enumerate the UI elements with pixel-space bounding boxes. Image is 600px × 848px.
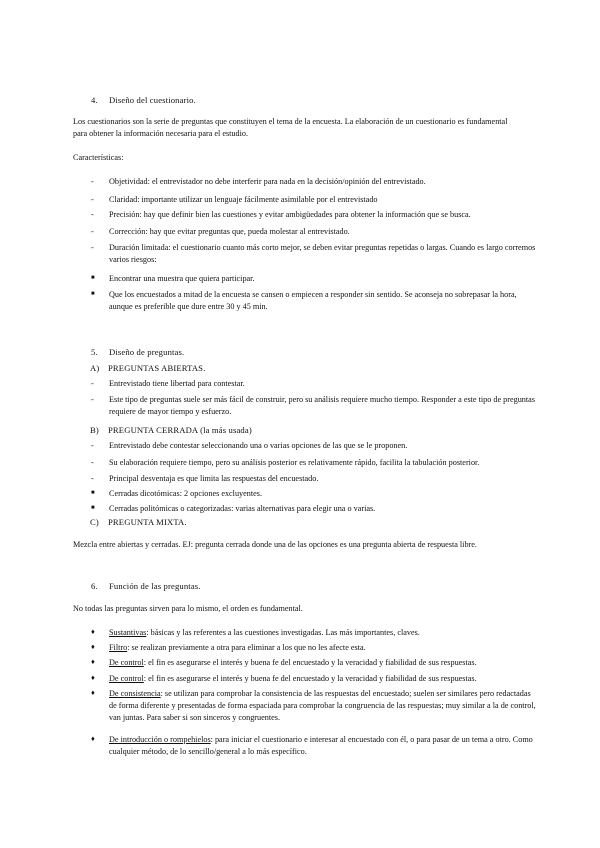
dash-bullet: - — [91, 395, 94, 404]
list-item: Entrevistado tiene libertad para contestar. — [109, 379, 245, 388]
list-item: Entrevistado debe contestar seleccionando una o varias opciones de las que se le proponen. — [109, 441, 408, 450]
list-item: Duración limitada: el cuestionario cuanto más corto mejor, se deben evitar preguntas repetidas o largas. Cuando es largo corremos varios riesgos: — [109, 243, 536, 264]
square-bullet: ■ — [91, 490, 95, 496]
diamond-bullet: ♦ — [91, 642, 95, 651]
term: De consistencia — [109, 689, 161, 698]
subsection-mark: A) — [90, 363, 100, 373]
list-item: Este tipo de preguntas suele ser más fácil de construir, pero su análisis requiere mucho tiempo. Responder a este tipo de preguntas requiere de mayor tiempo y esfuerzo. — [109, 395, 535, 416]
term: De control — [109, 674, 144, 683]
list-item — [109, 688, 537, 724]
list-item: Precisión: hay que definir bien las cuestiones y evitar ambigüedades para obtener la información que se busca. — [109, 210, 471, 219]
section-6-intro: No todas las preguntas sirven para lo mismo, el orden es fundamental. — [73, 604, 303, 613]
diamond-bullet: ♦ — [91, 688, 95, 697]
section-title: Diseño del cuestionario. — [109, 95, 196, 105]
mixta-paragraph: Mezcla entre abiertas y cerradas. EJ: pregunta cerrada donde una de las opciones es una pregunta abierta de respuesta libre. — [73, 540, 477, 549]
diamond-bullet: ♦ — [91, 657, 95, 666]
dash-bullet: - — [91, 458, 94, 467]
section-4-intro: Los cuestionarios son la serie de preguntas que constituyen el tema de la encuesta. La elaboración de un cuestionario es fundamental para obtener la información necesaria para el estudio. — [73, 117, 508, 138]
section-title: Diseño de preguntas. — [109, 347, 185, 357]
definition: : se utilizan para comprobar la consistencia de las respuestas del encuestado; suelen ser similares pero redactadas de forma diferente y presentadas de forma espaciada para comprobar la congruencia de las respuestas; muy similar a la de control, van juntas. Para saber si son sinceros y congruentes. — [109, 689, 536, 722]
section-number: 4. — [91, 95, 98, 105]
definition: : el fin es asegurarse el interés y buena fe del encuestado y la veracidad y fiabilidad de sus respuestas. — [143, 674, 477, 683]
dash-bullet: - — [91, 243, 94, 252]
section-6-heading — [91, 580, 201, 592]
square-bullet: ■ — [91, 505, 95, 511]
dash-bullet: - — [91, 474, 94, 483]
list-item — [109, 673, 537, 685]
dash-bullet: - — [91, 227, 94, 236]
section-title: Función de las preguntas. — [109, 581, 201, 591]
section-5-heading — [91, 346, 184, 358]
section-number: 5. — [91, 347, 98, 357]
list-item: Encontrar una muestra que quiera participar. — [109, 274, 255, 283]
dash-bullet: - — [91, 379, 94, 388]
list-item — [109, 657, 537, 669]
dash-bullet: - — [91, 177, 94, 186]
diamond-bullet: ♦ — [91, 734, 95, 743]
dash-bullet: - — [91, 210, 94, 219]
list-item: Su elaboración requiere tiempo, pero su análisis posterior es relativamente rápido, facilita la tabulación posterior. — [109, 458, 480, 467]
dash-bullet: - — [91, 195, 94, 204]
dash-bullet: - — [91, 441, 94, 450]
list-item: Claridad: importante utilizar un lenguaje fácilmente asimilable por el entrevistado — [109, 195, 378, 204]
list-item — [109, 642, 537, 654]
list-item: Principal desventaja es que limita las respuestas del encuestado. — [109, 474, 319, 483]
subsection-title: PREGUNTA CERRADA (la más usada) — [108, 425, 252, 435]
list-item: Cerradas dicotómicas: 2 opciones excluyentes. — [109, 489, 263, 498]
subsection-title: PREGUNTAS ABIERTAS. — [108, 363, 206, 373]
definition: : se realizan previamente a otra para eliminar a los que no les afecte esta. — [127, 643, 366, 652]
subsection-title: PREGUNTA MIXTA. — [108, 517, 187, 527]
diamond-bullet: ♦ — [91, 627, 95, 636]
section-number: 6. — [91, 581, 98, 591]
subsection-mark: B) — [90, 425, 99, 435]
term: Sustantivas — [109, 628, 147, 637]
subsection-mark: C) — [90, 517, 99, 527]
definition: : básicas y las referentes a las cuestiones investigadas. Las más importantes, claves. — [146, 628, 420, 637]
list-item: Que los encuestados a mitad de la encuesta se cansen o empiecen a responder sin sentido. Se aconseja no sobrepasar la hora, aunque es preferible que dure entre 30 y 45 min. — [109, 290, 517, 311]
square-bullet: ■ — [91, 275, 95, 281]
subsection-c-heading — [90, 516, 187, 528]
section-4-heading — [91, 94, 196, 106]
list-item: Corrección: hay que evitar preguntas que, pueda molestar al entrevistado. — [109, 227, 350, 236]
list-item: Objetividad: el entrevistador no debe interferir para nada en la decisión/opinión del entrevistado. — [109, 177, 426, 186]
characteristics-label: Características: — [73, 153, 124, 162]
list-item — [109, 734, 537, 758]
term: De introducción o rompehielos — [109, 735, 211, 744]
term: Filtro — [109, 643, 128, 652]
square-bullet: ■ — [91, 291, 95, 297]
subsection-a-heading — [90, 362, 205, 374]
list-item — [109, 627, 537, 639]
list-item: Cerradas politómicas o categorizadas: varias alternativas para elegir una o varias. — [109, 504, 376, 513]
subsection-b-heading — [90, 424, 252, 436]
definition: : para iniciar el cuestionario e interesar al encuestado con él, o para pasar de un tema a otro. Como cualquier método, de lo sencillo/general a lo más específico. — [109, 735, 533, 756]
term: De control — [109, 658, 144, 667]
definition: : el fin es asegurarse el interés y buena fe del encuestado y la veracidad y fiabilidad de sus respuestas. — [143, 658, 477, 667]
diamond-bullet: ♦ — [91, 673, 95, 682]
